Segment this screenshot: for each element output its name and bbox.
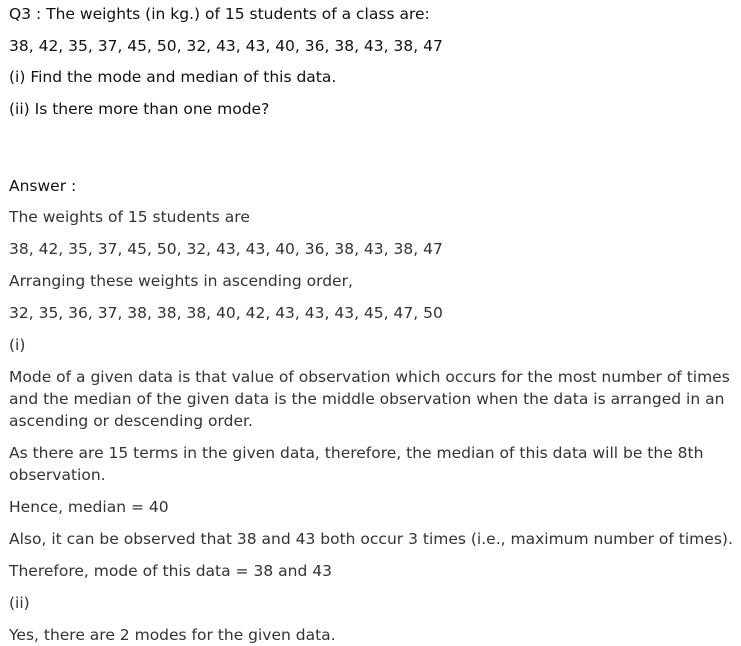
answer-median-explanation: As there are 15 terms in the given data, therefore, the median of this data will be the 8th observation. [9,444,704,484]
answer-part-ii-label: (ii) [9,594,30,612]
answer-part-ii-result: Yes, there are 2 modes for the given data. [9,626,336,644]
question-title: Q3 : The weights (in kg.) of 15 students of a class are: [9,5,430,23]
answer-heading: Answer : [9,177,77,195]
answer-intro: The weights of 15 students are [9,208,250,226]
question-part-i: (i) Find the mode and median of this data. [9,68,337,86]
answer-sorted-list: 32, 35, 36, 37, 38, 38, 38, 40, 42, 43, 43, 43, 45, 47, 50 [9,304,443,322]
answer-mode-observation: Also, it can be observed that 38 and 43 both occur 3 times (i.e., maximum number of times). [9,530,733,548]
question-part-ii: (ii) Is there more than one mode? [9,100,270,118]
answer-part-i-label: (i) [9,336,26,354]
answer-data-list: 38, 42, 35, 37, 45, 50, 32, 43, 43, 40, 36, 38, 43, 38, 47 [9,240,443,258]
question-data-list: 38, 42, 35, 37, 45, 50, 32, 43, 43, 40, 36, 38, 43, 38, 47 [9,37,443,55]
answer-arranging-text: Arranging these weights in ascending order, [9,272,353,290]
answer-median-result: Hence, median = 40 [9,498,169,516]
answer-mode-result: Therefore, mode of this data = 38 and 43 [9,562,332,580]
answer-definition-paragraph: Mode of a given data is that value of observation which occurs for the most number of times and the median of the given data is the middle observation when the data is arranged in an ascending or descending order. [9,368,730,430]
